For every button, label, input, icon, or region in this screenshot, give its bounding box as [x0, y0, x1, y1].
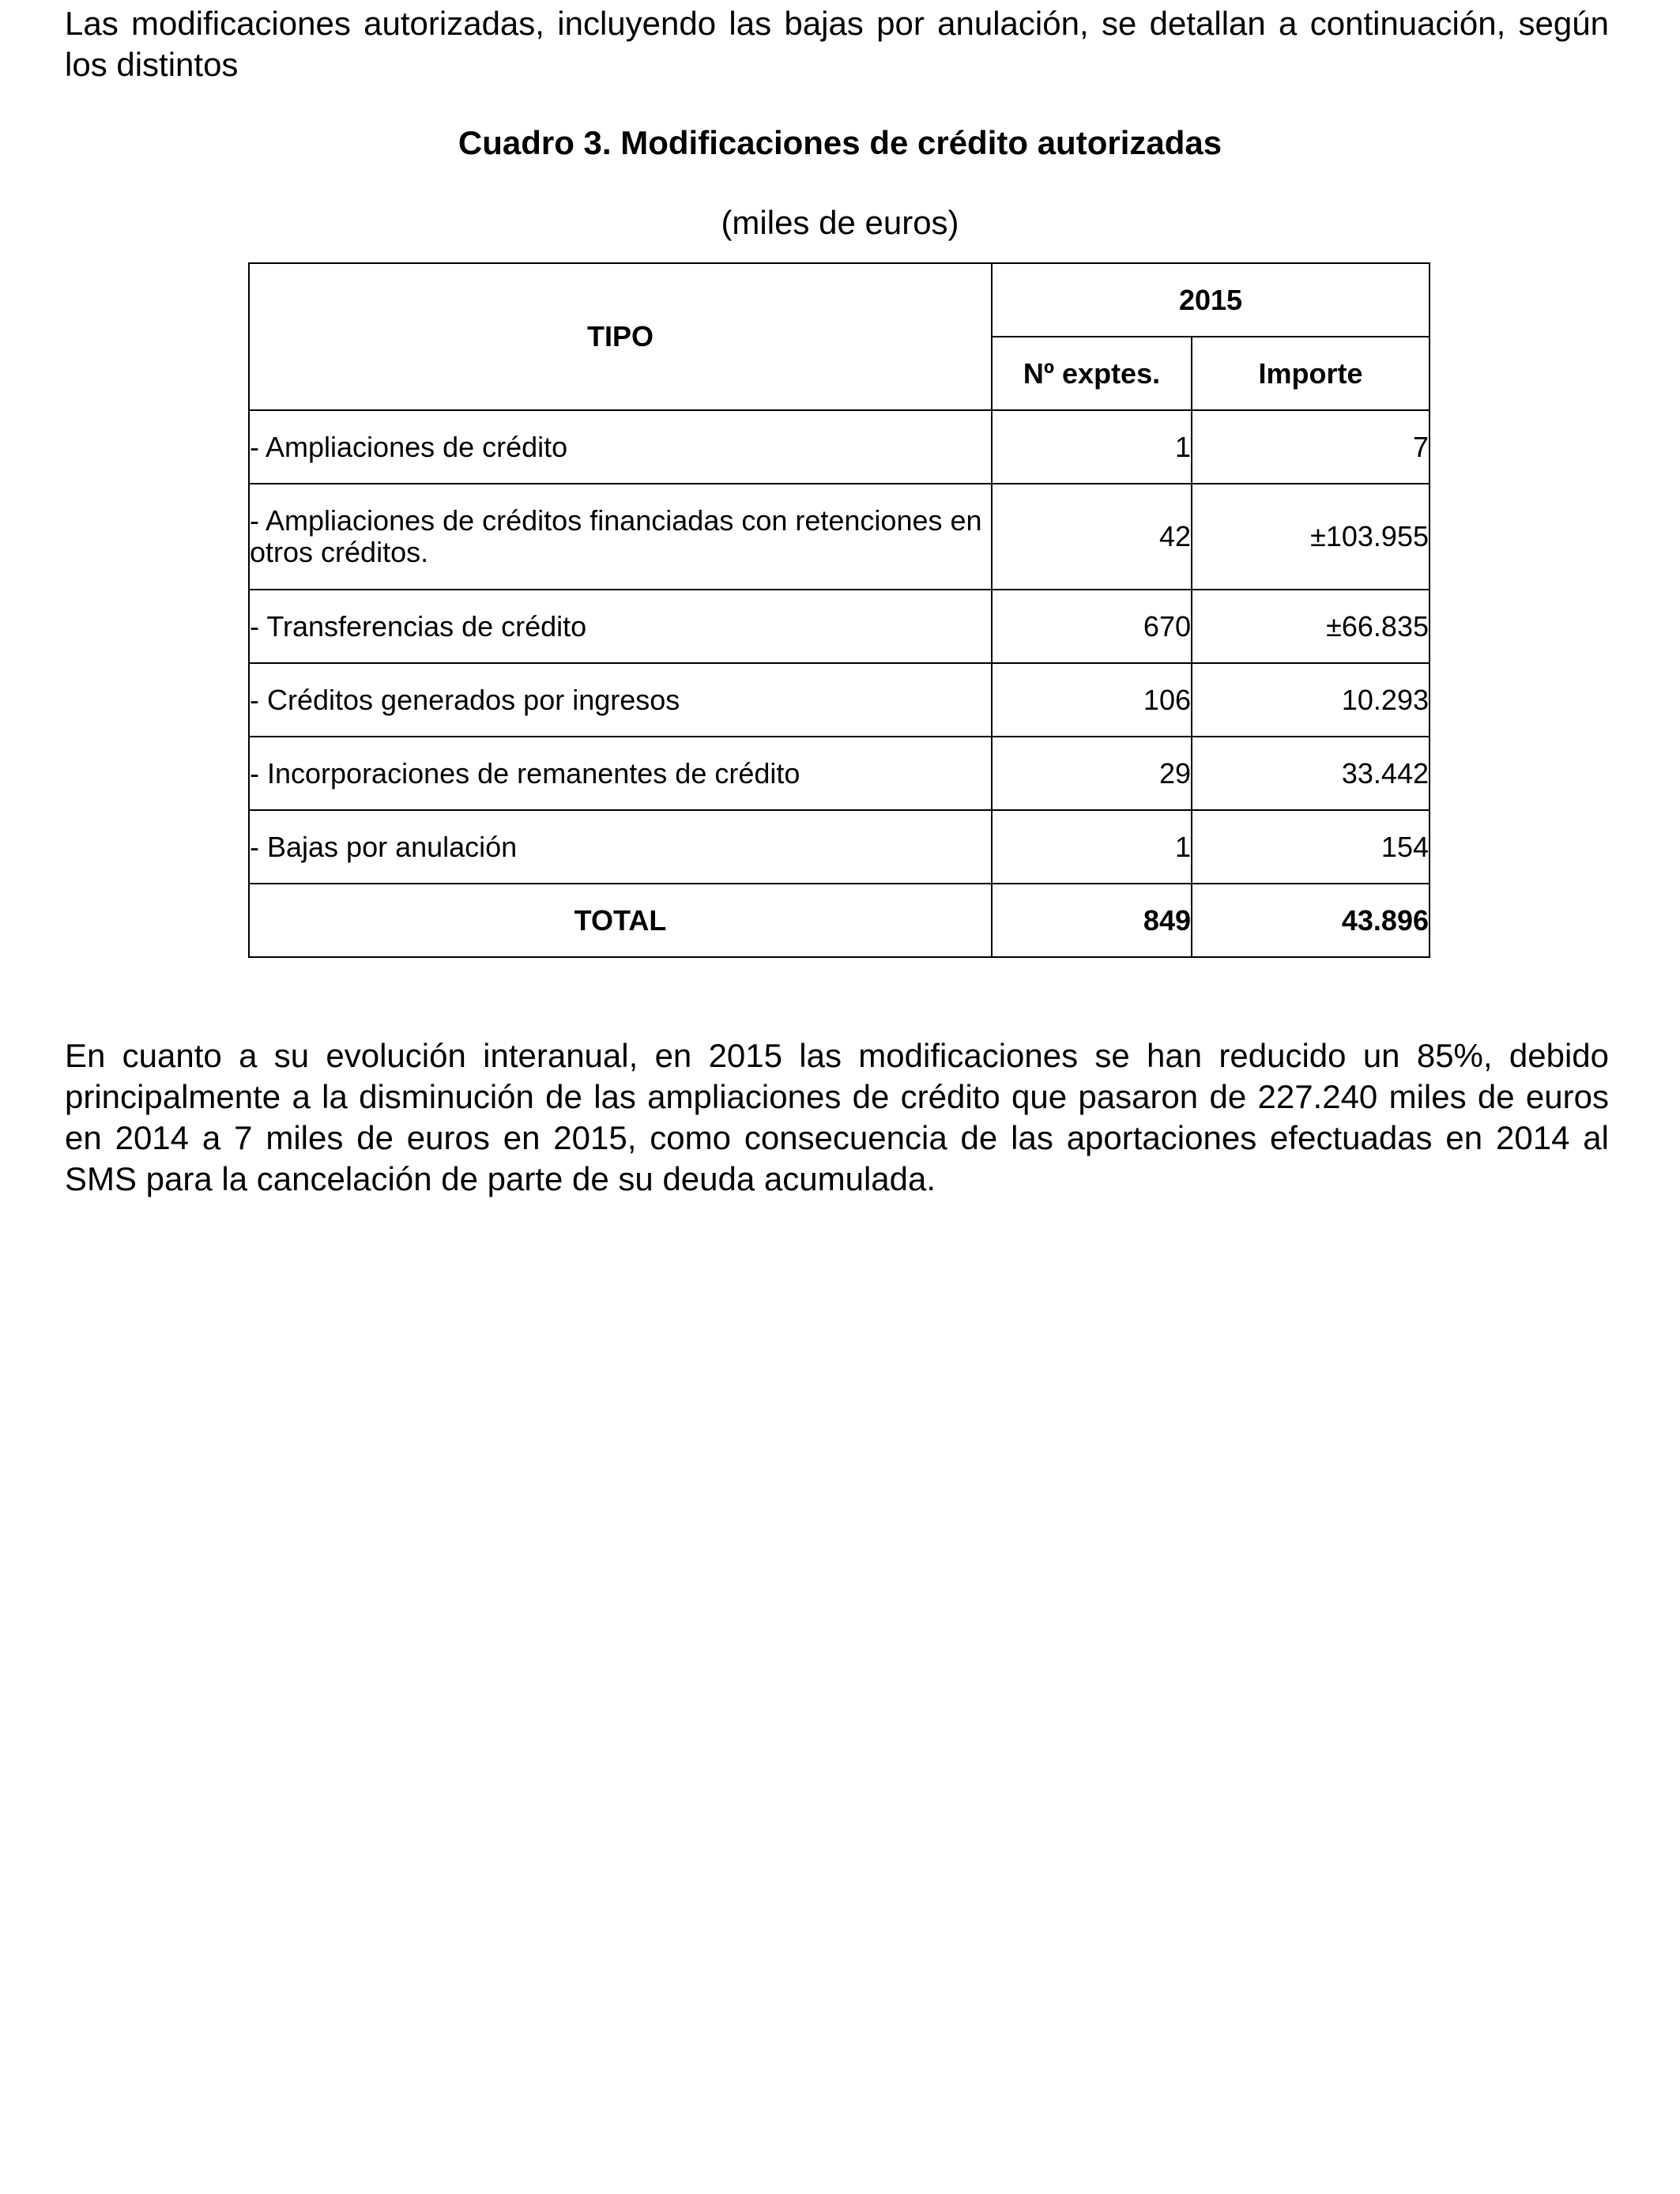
row-num: 1: [992, 810, 1192, 884]
table-row: [249, 663, 1430, 737]
row-num: 670: [992, 590, 1192, 663]
table-row: [249, 590, 1430, 663]
table-total-row: [249, 884, 1430, 957]
row-num: 1: [992, 410, 1192, 484]
table-row: [249, 810, 1430, 884]
row-tipo: - Incorporaciones de remanentes de crédito: [249, 737, 992, 810]
row-num: 29: [992, 737, 1192, 810]
row-tipo: - Bajas por anulación: [249, 810, 992, 884]
table-header-row: [249, 263, 1430, 337]
row-num: 106: [992, 663, 1192, 737]
row-importe: 7: [1192, 410, 1430, 484]
row-num: 42: [992, 484, 1192, 590]
total-label: TOTAL: [249, 884, 992, 957]
intro-paragraph: Las modificaciones autorizadas, incluyendo las bajas por anulación, se detallan a continuación, según los distintos: [65, 5, 1609, 83]
row-importe: 10.293: [1192, 663, 1430, 737]
row-tipo: - Ampliaciones de crédito: [249, 410, 992, 484]
header-year: 2015: [992, 263, 1430, 337]
row-importe: ±66.835: [1192, 590, 1430, 663]
table-title: Cuadro 3. Modificaciones de crédito autorizadas: [458, 124, 1222, 161]
row-tipo: - Transferencias de crédito: [249, 590, 992, 663]
header-num-expedientes: Nº exptes.: [992, 337, 1192, 410]
row-tipo: - Créditos generados por ingresos: [249, 663, 992, 737]
table-units: (miles de euros): [721, 204, 959, 241]
table-row: [249, 484, 1430, 590]
header-tipo: TIPO: [249, 263, 992, 410]
closing-paragraph: En cuanto a su evolución interanual, en 2015 las modificaciones se han reducido un 85%, debido principalmente a la disminución de las ampliaciones de crédito que pasaron de 227.240 miles de euros en 2014 a 7 miles de euros en 2015, como consecuencia de las aportaciones efectuadas en 2014 al SMS para la cancelación de parte de su deuda acumulada.: [65, 1037, 1609, 1197]
row-tipo: - Ampliaciones de créditos financiadas con retenciones en otros créditos.: [249, 484, 992, 590]
table-row: [249, 410, 1430, 484]
header-importe: Importe: [1192, 337, 1430, 410]
total-num: 849: [992, 884, 1192, 957]
row-importe: ±103.955: [1192, 484, 1430, 590]
total-importe: 43.896: [1192, 884, 1430, 957]
row-importe: 154: [1192, 810, 1430, 884]
table-row: [249, 737, 1430, 810]
row-importe: 33.442: [1192, 737, 1430, 810]
credit-modifications-table: [248, 262, 1430, 958]
